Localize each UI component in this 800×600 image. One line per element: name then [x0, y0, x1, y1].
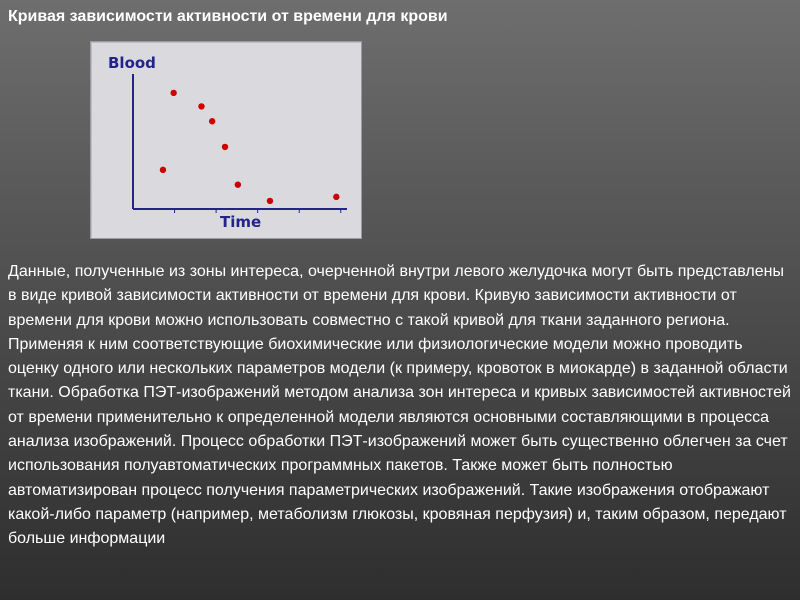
- data-point: [160, 167, 166, 173]
- data-point: [222, 144, 228, 150]
- data-point: [209, 118, 215, 124]
- body-paragraph: Данные, полученные из зоны интереса, очерченной внутри левого желудочка могут быть представлены в виде кривой зависимости активности от времени для крови. Кривую зависимости активности от времени для крови можно использовать совместно с такой кривой для ткани заданного региона. Применяя к ним соответствующие биохимические или физиологические модели можно проводить оценку одного или нескольких параметров модели (к примеру, кровоток в миокарде) в заданной области ткани. Обработка ПЭТ-изображений методом анализа зон интереса и кривых зависимостей активностей от времени применительно к определенной модели являются основными составляющими в процесса анализа изображений. Процесс обработки ПЭТ-изображений может быть существенно облегчен за счет использования полуавтоматических программных пакетов. Также может быть полностью автоматизирован процесс получения параметрических изображений. Такие изображения отображают какой-либо параметр (например, метаболизм глюкозы, кровяная перфузия) и, таким образом, передают больше информации: [8, 263, 791, 548]
- slide-title: Кривая зависимости активности от времени для крови: [8, 8, 448, 25]
- x-axis-label: Time: [220, 213, 262, 231]
- data-points: [160, 90, 340, 204]
- data-point: [170, 90, 176, 96]
- data-point: [267, 198, 273, 204]
- data-point: [235, 182, 241, 188]
- data-point: [333, 194, 339, 200]
- y-axis-label: Blood: [108, 54, 156, 72]
- chart: [91, 42, 361, 238]
- chart-panel: [90, 41, 362, 239]
- data-point: [198, 103, 204, 109]
